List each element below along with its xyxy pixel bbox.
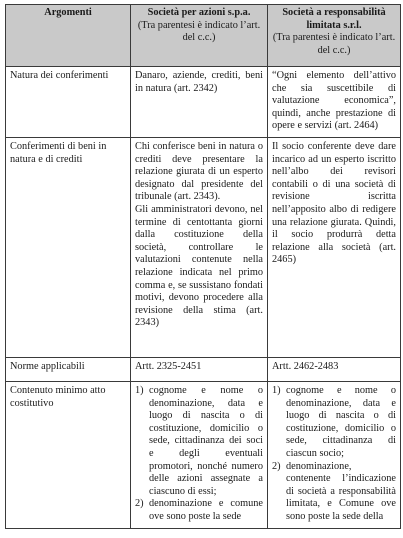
cell-spa (131, 381, 268, 528)
row-label: Natura dei conferimenti (6, 67, 131, 138)
cell-srl: Artt. 2462-2483 (268, 357, 401, 381)
cell-paragraph: Chi conferisce beni in natura o crediti deve presentare la relazione giurata di un esperto designato dal presidente del tribunale (art. 2343). (135, 140, 263, 203)
header-argomenti (6, 5, 131, 67)
cell-paragraph: Gli amministratori devono, nel termine di centottanta giorni dalla costituzione della società, controllare le valutazioni contenute nella relazione indicata nel primo comma e, se sussistano fondati motivi, devono procedere alla revisione della stima (art. 2343) (135, 203, 263, 329)
cell-spa: Artt. 2325-2451 (131, 357, 268, 381)
numbered-list (135, 385, 263, 524)
list-item-text: denominazione, contenente l’indicazione di società a responsabilità limitata, e Comune ove sono poste la sede della (286, 460, 396, 522)
cell-srl: Il socio conferente deve dare incarico ad un esperto iscritto nell’albo dei revisori contabili o di una società di revisione iscritta nell’apposito albo di redigere una relazione giurata. Quindi, il socio produrrà detta relazione alla società (art. 2465) (268, 137, 401, 357)
list-item (272, 461, 396, 524)
table-row (6, 357, 401, 381)
list-item-text: denominazione e comune ove sono poste la sede (149, 498, 263, 522)
list-item-text: cognome e nome o denominazione, data e luogo di nascita o di costituzione, domicilio o sede, cittadinanza dei soci e degli eventuali promotori, nonché numero delle azioni assegnate a ciascuno di essi; (149, 384, 263, 497)
cell-srl (268, 381, 401, 528)
list-item-number: 2) (135, 498, 144, 510)
header-spa (131, 5, 268, 67)
header-argomenti-label: Argomenti (44, 7, 92, 18)
list-item-number: 1) (272, 384, 281, 396)
header-spa-note: (Tra parentesi è indicato l’art. del c.c.) (137, 19, 261, 44)
cell-spa (131, 137, 268, 357)
list-item (272, 385, 396, 461)
list-item-number: 1) (135, 384, 144, 396)
list-item (135, 385, 263, 498)
header-spa-title: Società per azioni s.p.a. (147, 7, 251, 18)
table-row (6, 137, 401, 357)
list-item-number: 2) (272, 460, 281, 472)
cell-spa: Danaro, aziende, crediti, beni in natura (art. 2342) (131, 67, 268, 138)
table-header-row (6, 5, 401, 67)
header-srl (268, 5, 401, 67)
row-label: Contenuto minimo atto costitutivo (6, 381, 131, 528)
header-srl-note: (Tra parentesi è indicato l’art. del c.c.) (272, 32, 396, 56)
numbered-list (272, 385, 396, 524)
table-row (6, 381, 401, 528)
table-row (6, 67, 401, 138)
comparison-table (5, 4, 401, 529)
list-item (135, 498, 263, 523)
header-srl-title: Società a responsabilità limitata s.r.l. (282, 7, 386, 31)
cell-srl: “Ogni elemento dell’attivo che sia suscettibile di valutazione economica”, quindi, anche prestazione di opere e servizi (art. 2464) (268, 67, 401, 138)
row-label: Norme applicabili (6, 357, 131, 381)
list-item-text: cognome e nome o denominazione, data e luogo di nascita o di costituzione, domicilio o sede, cittadinanza di ciascun socio; (286, 384, 396, 459)
row-label: Conferimenti di beni in natura e di crediti (6, 137, 131, 357)
